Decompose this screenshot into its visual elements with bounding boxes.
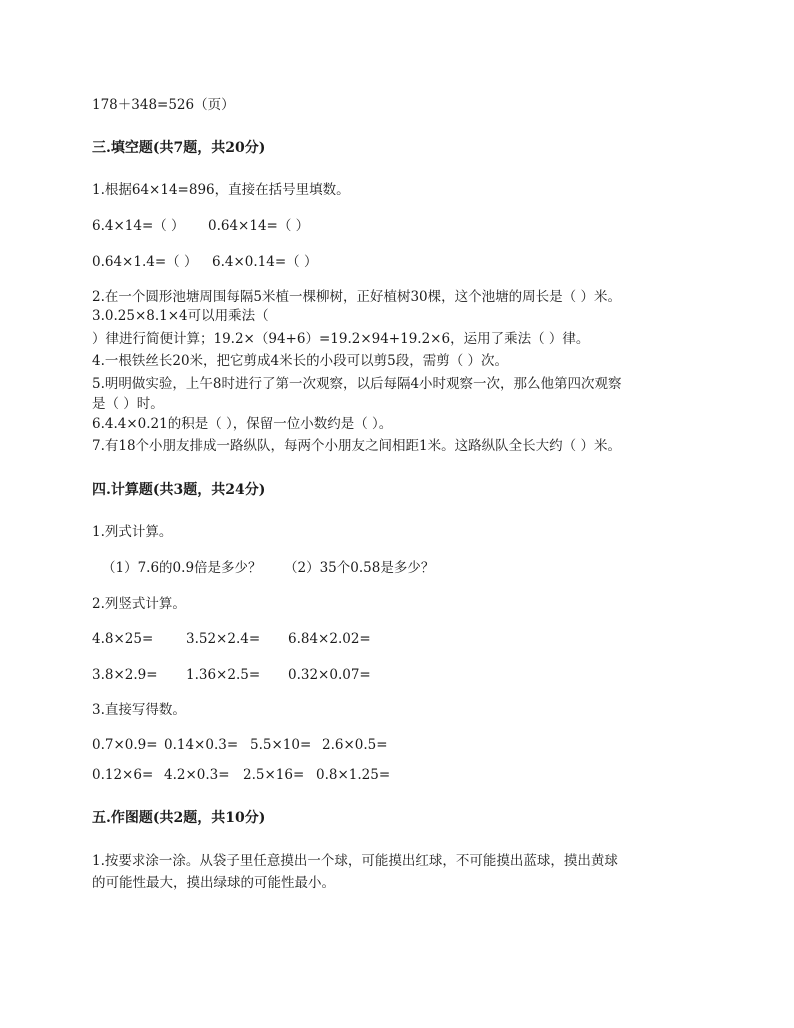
sub-question: （2）35个0.58是多少？ bbox=[284, 560, 435, 576]
expression: 4.2×0.3= bbox=[164, 767, 230, 783]
question-4-1-items bbox=[102, 559, 434, 577]
question-4-2-row-1 bbox=[92, 630, 371, 648]
section-title-fill-blank: 三.填空题(共7题，共20分) bbox=[92, 140, 266, 156]
question-4-3-intro: 3.直接写得数。 bbox=[92, 702, 186, 718]
expression: 0.14×0.3= bbox=[164, 737, 239, 753]
expression: 0.32×0.07= bbox=[288, 667, 371, 683]
expression: 2.5×16= bbox=[243, 767, 305, 783]
expression: 6.4×14=（ ） bbox=[92, 218, 185, 234]
question-3-1-intro: 1.根据64×14=896，直接在括号里填数。 bbox=[92, 182, 350, 198]
section-title-drawing: 五.作图题(共2题，共10分) bbox=[92, 810, 266, 826]
expression: 3.52×2.4= bbox=[186, 631, 261, 647]
expression: 5.5×10= bbox=[250, 737, 312, 753]
question-3-5-line-2: 是（ ）时。 bbox=[92, 396, 164, 412]
question-3-3-line-2: ）律进行简便计算；19.2×（94+6）=19.2×94+19.2×6，运用了乘法（ ）律。 bbox=[92, 331, 590, 347]
question-4-3-row-2 bbox=[92, 766, 390, 784]
expression: 0.64×1.4=（ ） bbox=[92, 254, 198, 270]
question-3-2: 2.在一个圆形池塘周围每隔5米植一棵柳树，正好植树30棵，这个池塘的周长是（ ）米。 bbox=[92, 289, 621, 305]
sub-question: （1）7.6的0.9倍是多少？ bbox=[102, 560, 262, 576]
expression: 4.8×25= bbox=[92, 631, 154, 647]
expression: 6.4×0.14=（ ） bbox=[212, 254, 318, 270]
question-4-1-intro: 1.列式计算。 bbox=[92, 524, 173, 540]
section-title-calculation: 四.计算题(共3题，共24分) bbox=[92, 482, 266, 498]
question-4-2-row-2 bbox=[92, 666, 371, 684]
question-4-2-intro: 2.列竖式计算。 bbox=[92, 596, 186, 612]
expression: 6.84×2.02= bbox=[288, 631, 371, 647]
question-5-1-line-1: 1.按要求涂一涂。从袋子里任意摸出一个球，可能摸出红球，不可能摸出蓝球，摸出黄球 bbox=[92, 853, 618, 869]
question-3-5-line-1: 5.明明做实验，上午8时进行了第一次观察，以后每隔4小时观察一次，那么他第四次观察 bbox=[92, 376, 622, 392]
expression: 0.12×6= bbox=[92, 767, 154, 783]
expression: 1.36×2.5= bbox=[186, 667, 261, 683]
expression: 2.6×0.5= bbox=[322, 737, 388, 753]
expression: 0.7×0.9= bbox=[92, 737, 158, 753]
expression: 0.8×1.25= bbox=[316, 767, 391, 783]
question-3-6: 6.4.4×0.21的积是（ ），保留一位小数约是（ ）。 bbox=[92, 416, 393, 432]
question-5-1-line-2: 的可能性最大，摸出绿球的可能性最小。 bbox=[92, 875, 335, 891]
expression: 0.64×14=（ ） bbox=[208, 218, 310, 234]
question-3-3-line-1: 3.0.25×8.1×4可以用乘法（ bbox=[92, 308, 269, 324]
question-3-7: 7.有18个小朋友排成一路纵队，每两个小朋友之间相距1米。这路纵队全长大约（ ）米。 bbox=[92, 438, 621, 454]
expression: 3.8×2.9= bbox=[92, 667, 158, 683]
question-3-4: 4.一根铁丝长20米，把它剪成4米长的小段可以剪5段，需剪（ ）次。 bbox=[92, 353, 509, 369]
question-3-1-row-1 bbox=[92, 217, 309, 235]
question-4-3-row-1 bbox=[92, 736, 388, 754]
question-3-1-row-2 bbox=[92, 253, 317, 271]
answer-line: 178＋348=526（页） bbox=[92, 97, 235, 113]
